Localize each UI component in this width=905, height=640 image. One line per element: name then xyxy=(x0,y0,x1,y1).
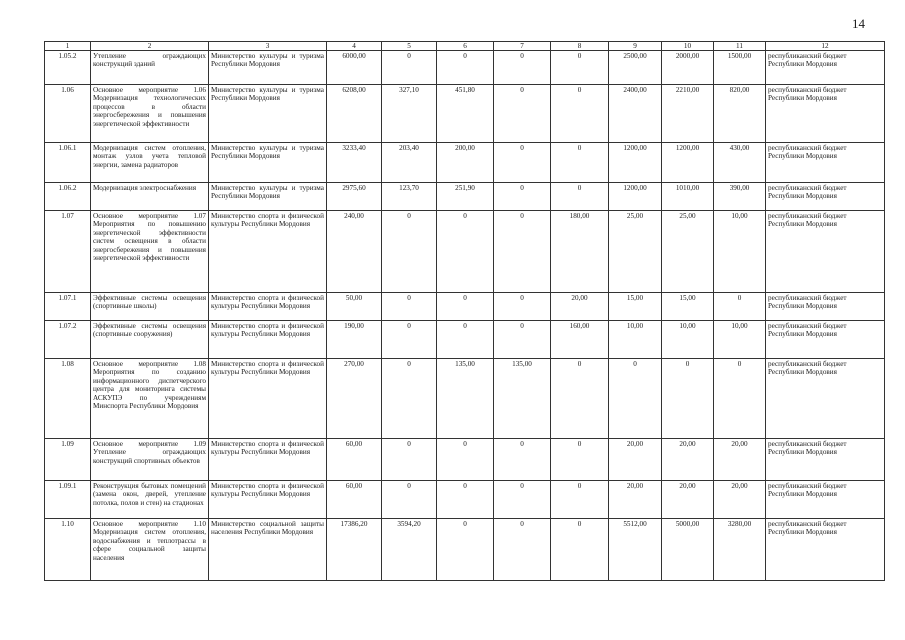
year-value: 0 xyxy=(551,183,609,211)
table-row xyxy=(45,183,885,211)
budget-table xyxy=(44,41,885,581)
year-value: 10,00 xyxy=(714,211,766,293)
year-value: 0 xyxy=(382,439,437,481)
year-value: 0 xyxy=(437,519,494,581)
year-value: 0 xyxy=(494,519,551,581)
year-value: 3594,20 xyxy=(382,519,437,581)
year-value: 25,00 xyxy=(662,211,714,293)
year-value: 135,00 xyxy=(494,359,551,439)
column-header: 10 xyxy=(662,42,714,51)
year-value: 2400,00 xyxy=(609,85,662,143)
executor: Министерство спорта и физической культуры Республики Мордовия xyxy=(209,321,327,359)
funding-source: республиканский бюджет Республики Мордовия xyxy=(766,51,885,85)
funding-source: республиканский бюджет Республики Мордовия xyxy=(766,293,885,321)
row-number: 1.05.2 xyxy=(45,51,91,85)
year-value: 25,00 xyxy=(609,211,662,293)
year-value: 10,00 xyxy=(714,321,766,359)
funding-source: республиканский бюджет Республики Мордовия xyxy=(766,359,885,439)
year-value: 0 xyxy=(714,359,766,439)
year-value: 0 xyxy=(551,439,609,481)
total-value: 270,00 xyxy=(327,359,382,439)
year-value: 0 xyxy=(382,481,437,519)
year-value: 0 xyxy=(714,293,766,321)
table-row xyxy=(45,51,885,85)
executor: Министерство социальной защиты населения Республики Мордовия xyxy=(209,519,327,581)
year-value: 0 xyxy=(382,359,437,439)
year-value: 0 xyxy=(494,51,551,85)
total-value: 50,00 xyxy=(327,293,382,321)
funding-source: республиканский бюджет Республики Мордовия xyxy=(766,481,885,519)
year-value: 0 xyxy=(437,211,494,293)
year-value: 20,00 xyxy=(662,439,714,481)
year-value: 2000,00 xyxy=(662,51,714,85)
year-value: 0 xyxy=(609,359,662,439)
year-value: 1200,00 xyxy=(609,183,662,211)
row-number: 1.07.2 xyxy=(45,321,91,359)
funding-source: республиканский бюджет Республики Мордовия xyxy=(766,183,885,211)
column-header: 6 xyxy=(437,42,494,51)
year-value: 0 xyxy=(494,143,551,183)
year-value: 390,00 xyxy=(714,183,766,211)
year-value: 0 xyxy=(382,293,437,321)
row-number: 1.10 xyxy=(45,519,91,581)
executor: Министерство спорта и физической культуры Республики Мордовия xyxy=(209,293,327,321)
total-value: 60,00 xyxy=(327,481,382,519)
year-value: 0 xyxy=(551,359,609,439)
year-value: 0 xyxy=(662,359,714,439)
year-value: 0 xyxy=(437,481,494,519)
year-value: 160,00 xyxy=(551,321,609,359)
year-value: 5512,00 xyxy=(609,519,662,581)
year-value: 2500,00 xyxy=(609,51,662,85)
year-value: 10,00 xyxy=(609,321,662,359)
year-value: 10,00 xyxy=(662,321,714,359)
year-value: 1010,00 xyxy=(662,183,714,211)
activity-name: Утепление ограждающих конструкций зданий xyxy=(91,51,209,85)
funding-source: республиканский бюджет Республики Мордовия xyxy=(766,143,885,183)
executor: Министерство культуры и туризма Республики Мордовия xyxy=(209,85,327,143)
year-value: 0 xyxy=(494,211,551,293)
activity-name: Основное мероприятие 1.08 Мероприятия по созданию информационного диспетчерского центра для мониторинга системы АСКУПЭ по учреждениям Минспорта Республики Мордовия xyxy=(91,359,209,439)
executor: Министерство спорта и физической культуры Республики Мордовия xyxy=(209,481,327,519)
year-value: 1200,00 xyxy=(609,143,662,183)
activity-name: Эффективные системы освещения (спортивные сооружения) xyxy=(91,321,209,359)
year-value: 123,70 xyxy=(382,183,437,211)
year-value: 0 xyxy=(551,51,609,85)
year-value: 327,10 xyxy=(382,85,437,143)
table-row xyxy=(45,143,885,183)
table-row xyxy=(45,211,885,293)
row-number: 1.06.1 xyxy=(45,143,91,183)
header-row xyxy=(45,42,885,51)
activity-name: Основное мероприятие 1.06 Модернизация технологических процессов в области энергосбережения и повышения энергетической эффективности xyxy=(91,85,209,143)
executor: Министерство спорта и физической культуры Республики Мордовия xyxy=(209,211,327,293)
year-value: 451,80 xyxy=(437,85,494,143)
year-value: 0 xyxy=(494,439,551,481)
funding-source: республиканский бюджет Республики Мордовия xyxy=(766,85,885,143)
row-number: 1.08 xyxy=(45,359,91,439)
year-value: 0 xyxy=(382,321,437,359)
column-header: 5 xyxy=(382,42,437,51)
column-header: 8 xyxy=(551,42,609,51)
total-value: 240,00 xyxy=(327,211,382,293)
executor: Министерство культуры и туризма Республики Мордовия xyxy=(209,183,327,211)
year-value: 0 xyxy=(551,143,609,183)
year-value: 0 xyxy=(494,321,551,359)
year-value: 20,00 xyxy=(609,481,662,519)
year-value: 0 xyxy=(382,211,437,293)
funding-source: республиканский бюджет Республики Мордовия xyxy=(766,321,885,359)
year-value: 1500,00 xyxy=(714,51,766,85)
executor: Министерство спорта и физической культуры Республики Мордовия xyxy=(209,439,327,481)
column-header: 2 xyxy=(91,42,209,51)
total-value: 190,00 xyxy=(327,321,382,359)
row-number: 1.07.1 xyxy=(45,293,91,321)
column-header: 7 xyxy=(494,42,551,51)
total-value: 17386,20 xyxy=(327,519,382,581)
year-value: 5000,00 xyxy=(662,519,714,581)
year-value: 0 xyxy=(551,519,609,581)
row-number: 1.09.1 xyxy=(45,481,91,519)
table-row xyxy=(45,359,885,439)
year-value: 203,40 xyxy=(382,143,437,183)
executor: Министерство культуры и туризма Республики Мордовия xyxy=(209,143,327,183)
row-number: 1.09 xyxy=(45,439,91,481)
year-value: 3280,00 xyxy=(714,519,766,581)
table-row xyxy=(45,293,885,321)
year-value: 0 xyxy=(382,51,437,85)
year-value: 15,00 xyxy=(662,293,714,321)
column-header: 11 xyxy=(714,42,766,51)
year-value: 20,00 xyxy=(714,481,766,519)
column-header: 12 xyxy=(766,42,885,51)
table-row xyxy=(45,439,885,481)
year-value: 0 xyxy=(494,85,551,143)
year-value: 0 xyxy=(551,85,609,143)
column-header: 4 xyxy=(327,42,382,51)
year-value: 20,00 xyxy=(551,293,609,321)
year-value: 0 xyxy=(437,51,494,85)
total-value: 3233,40 xyxy=(327,143,382,183)
year-value: 15,00 xyxy=(609,293,662,321)
year-value: 0 xyxy=(437,321,494,359)
executor: Министерство культуры и туризма Республики Мордовия xyxy=(209,51,327,85)
funding-source: республиканский бюджет Республики Мордовия xyxy=(766,519,885,581)
column-header: 1 xyxy=(45,42,91,51)
table-row xyxy=(45,481,885,519)
year-value: 180,00 xyxy=(551,211,609,293)
year-value: 0 xyxy=(437,439,494,481)
year-value: 0 xyxy=(551,481,609,519)
activity-name: Основное мероприятие 1.07 Мероприятия по повышению энергетической эффективности систем освещения в области энергосбережения и повышения энергетической эффективности xyxy=(91,211,209,293)
table-row xyxy=(45,519,885,581)
activity-name: Модернизация электроснабжения xyxy=(91,183,209,211)
total-value: 2975,60 xyxy=(327,183,382,211)
total-value: 6208,00 xyxy=(327,85,382,143)
page-number: 14 xyxy=(852,16,865,31)
year-value: 2210,00 xyxy=(662,85,714,143)
year-value: 20,00 xyxy=(662,481,714,519)
table-row xyxy=(45,321,885,359)
activity-name: Эффективные системы освещения (спортивные школы) xyxy=(91,293,209,321)
year-value: 135,00 xyxy=(437,359,494,439)
year-value: 1200,00 xyxy=(662,143,714,183)
executor: Министерство спорта и физической культуры Республики Мордовия xyxy=(209,359,327,439)
year-value: 20,00 xyxy=(609,439,662,481)
row-number: 1.07 xyxy=(45,211,91,293)
year-value: 0 xyxy=(437,293,494,321)
row-number: 1.06.2 xyxy=(45,183,91,211)
activity-name: Реконструкция бытовых помещений (замена окон, дверей, утепление потолка, полов и стен) на стадионах xyxy=(91,481,209,519)
total-value: 60,00 xyxy=(327,439,382,481)
year-value: 0 xyxy=(494,293,551,321)
funding-source: республиканский бюджет Республики Мордовия xyxy=(766,211,885,293)
year-value: 200,00 xyxy=(437,143,494,183)
year-value: 0 xyxy=(494,183,551,211)
column-header: 9 xyxy=(609,42,662,51)
year-value: 0 xyxy=(494,481,551,519)
activity-name: Основное мероприятие 1.10 Модернизация систем отопления, водоснабжения и теплотрассы в сфере социальной защиты населения xyxy=(91,519,209,581)
year-value: 251,90 xyxy=(437,183,494,211)
column-header: 3 xyxy=(209,42,327,51)
activity-name: Основное мероприятие 1.09 Утепление ограждающих конструкций спортивных объектов xyxy=(91,439,209,481)
year-value: 20,00 xyxy=(714,439,766,481)
funding-source: республиканский бюджет Республики Мордовия xyxy=(766,439,885,481)
activity-name: Модернизация систем отопления, монтаж узлов учета тепловой энергии, замена радиаторов xyxy=(91,143,209,183)
table-row xyxy=(45,85,885,143)
row-number: 1.06 xyxy=(45,85,91,143)
total-value: 6000,00 xyxy=(327,51,382,85)
year-value: 820,00 xyxy=(714,85,766,143)
year-value: 430,00 xyxy=(714,143,766,183)
